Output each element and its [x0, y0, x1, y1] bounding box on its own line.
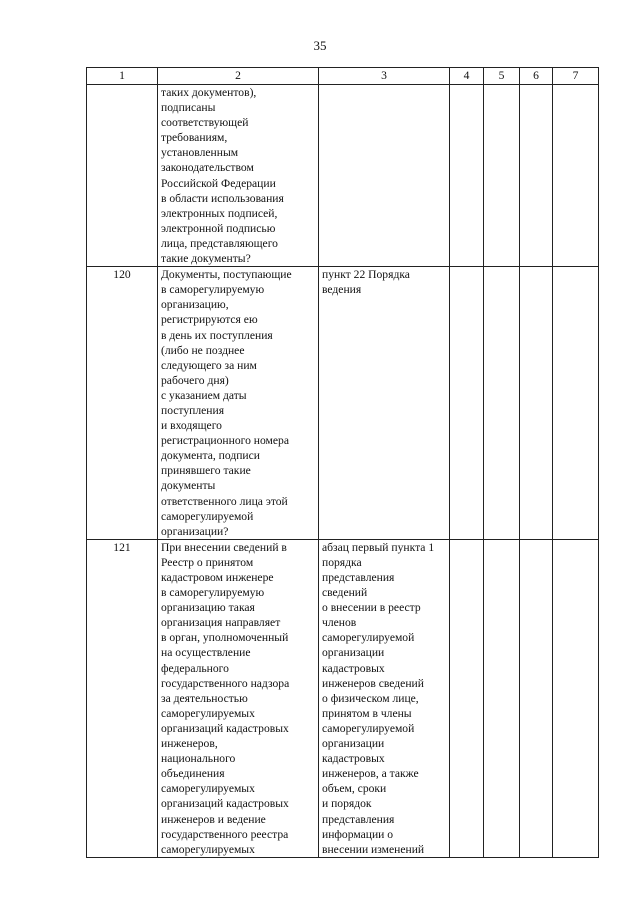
question-line: саморегулируемых [161, 842, 255, 856]
question-line: электронной подписью [161, 221, 276, 235]
question-line: законодательством [161, 161, 254, 175]
empty-cell-col-5 [484, 267, 520, 540]
question-line: с указанием даты [161, 388, 247, 402]
question-line: саморегулируемых [161, 706, 255, 720]
col-header-3: 3 [319, 68, 450, 85]
question-line: национального [161, 752, 236, 766]
question-line: регистрационного номера [161, 434, 289, 448]
table-row [87, 539, 599, 857]
question-line: Реестр о принятом [161, 555, 254, 569]
reference-line: о физическом лице, [322, 691, 419, 705]
question-line: принявшего такие [161, 464, 251, 478]
question-line: Документы, поступающие [161, 268, 292, 282]
question-line: организация направляет [161, 616, 281, 630]
question-line: лица, представляющего [161, 236, 278, 250]
empty-cell-col-6 [520, 85, 553, 267]
question-line: инженеров, [161, 737, 218, 751]
question-cell [158, 267, 319, 540]
question-line: установленным [161, 146, 239, 160]
col-header-1: 1 [87, 68, 158, 85]
question-line: в саморегулируемую [161, 586, 265, 600]
reference-line: о внесении в реестр [322, 601, 421, 615]
question-line: рабочего дня) [161, 373, 229, 387]
question-line: федерального [161, 661, 229, 675]
empty-cell-col-7 [553, 539, 599, 857]
question-line: государственного надзора [161, 676, 290, 690]
reference-line: представления [322, 571, 395, 584]
question-line: в области использования [161, 191, 284, 205]
reference-line: пункт 22 Порядка [322, 268, 410, 282]
question-line: При внесении сведений в [161, 540, 287, 554]
question-line: за деятельностью [161, 691, 248, 705]
reference-line: и порядок [322, 797, 372, 811]
question-line: такие документы? [161, 252, 251, 266]
col-header-4: 4 [450, 68, 484, 85]
header-row [87, 68, 599, 85]
question-line: Российской Федерации [161, 176, 276, 190]
question-cell [158, 85, 319, 267]
question-line: организацию, [161, 298, 229, 312]
reference-cell [319, 85, 450, 267]
empty-cell-col-5 [484, 539, 520, 857]
reference-line: саморегулируемой [322, 721, 415, 735]
reference-line: представления [322, 812, 395, 826]
col-header-2: 2 [158, 68, 319, 85]
question-line: объединения [161, 767, 225, 781]
question-line: следующего за ним [161, 358, 257, 372]
question-line: ответственного лица этой [161, 494, 288, 508]
reference-line: объем, сроки [322, 782, 387, 796]
question-line: организаций кадастровых [161, 721, 289, 735]
col-header-5: 5 [484, 68, 520, 85]
reference-line: саморегулируемой [322, 631, 415, 645]
question-line: (либо не позднее [161, 343, 245, 357]
question-line: электронных подписей, [161, 206, 278, 220]
question-line: в день их поступления [161, 328, 273, 342]
table-row [87, 267, 599, 540]
question-line: организации? [161, 524, 229, 538]
question-line: соответствующей [161, 116, 249, 130]
page-number: 35 [313, 38, 327, 53]
row-number: 120 [87, 267, 158, 540]
reference-line: сведений [322, 586, 368, 600]
col-header-6: 6 [520, 68, 553, 85]
empty-cell-col-6 [520, 267, 553, 540]
empty-cell-col-6 [520, 539, 553, 857]
reference-cell [319, 539, 450, 857]
empty-cell-col-5 [484, 85, 520, 267]
question-line: инженеров и ведение [161, 812, 266, 826]
question-line: в саморегулируемую [161, 283, 265, 297]
reference-line: организации [322, 737, 385, 751]
question-line: поступления [161, 403, 225, 417]
empty-cell-col-4 [450, 267, 484, 540]
question-cell [158, 539, 319, 857]
question-line: на осуществление [161, 646, 251, 660]
question-line: регистрируются ею [161, 313, 258, 327]
reference-line: принятом в члены [322, 706, 412, 720]
reference-line: ведения [322, 283, 362, 297]
question-line: документа, подписи [161, 449, 260, 463]
row-number: 121 [87, 539, 158, 857]
empty-cell-col-4 [450, 85, 484, 267]
question-line: подписаны [161, 101, 216, 115]
reference-cell [319, 267, 450, 540]
reference-line: членов [322, 616, 357, 630]
row-number [87, 85, 158, 267]
question-line: саморегулируемых [161, 782, 255, 796]
question-line: документы [161, 479, 216, 493]
reference-line: инженеров сведений [322, 676, 424, 690]
reference-line: инженеров, а также [322, 767, 419, 781]
table-row [87, 85, 599, 267]
question-line: и входящего [161, 419, 222, 433]
question-line: кадастровом инженере [161, 571, 274, 584]
reference-line: организации [322, 646, 385, 660]
reference-line: кадастровых [322, 661, 385, 675]
question-line: организаций кадастровых [161, 797, 289, 811]
question-line: в орган, уполномоченный [161, 631, 289, 645]
checklist-table [86, 67, 599, 858]
col-header-7: 7 [553, 68, 599, 85]
question-line: государственного реестра [161, 827, 289, 841]
reference-line: информации о [322, 827, 394, 841]
question-line: требованиям, [161, 131, 228, 145]
question-line: саморегулируемой [161, 509, 254, 523]
question-line: организацию такая [161, 601, 255, 615]
reference-line: абзац первый пункта 1 [322, 540, 435, 554]
question-line: таких документов), [161, 86, 257, 99]
empty-cell-col-4 [450, 539, 484, 857]
reference-line: внесении изменений [322, 842, 425, 856]
empty-cell-col-7 [553, 85, 599, 267]
reference-line: порядка [322, 555, 362, 569]
empty-cell-col-7 [553, 267, 599, 540]
reference-line: кадастровых [322, 752, 385, 766]
